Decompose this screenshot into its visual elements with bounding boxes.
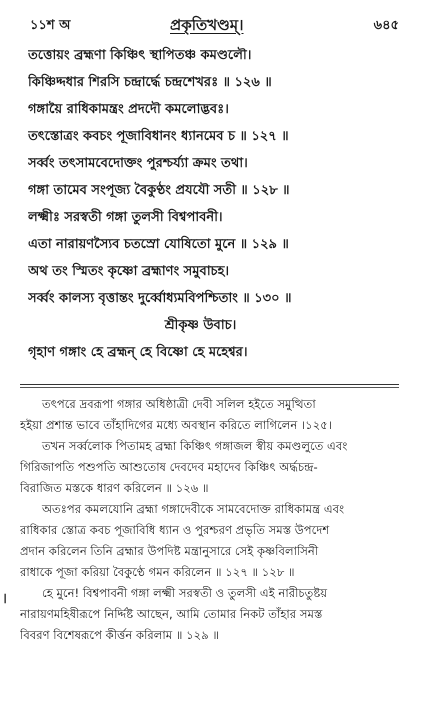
translation-line: হে মুনে! বিশ্বপাবনী গঙ্গা লক্ষ্মী সরস্বতী ও তুলসী এই নারীচতুষ্টয় [42,586,328,600]
chapter-number: ১১শ অ [30,18,71,33]
verse-line: লক্ষ্মীঃ সরস্বতী গঙ্গা তুলসী বিশ্বপাবনী। [28,210,223,225]
speaker-heading: শ্রীকৃষ্ণ উবাচ। [164,318,237,333]
translation-line: হইয়া প্রশান্ত ভাবে তাঁহাদিগের মধ্যে অবস্থান করিতে লাগিলেন ।১২৫। [20,418,332,432]
book-section-title: প্রকৃতিখণ্ডম্। [170,16,244,34]
translation-line: বিবরণ বিশেষরূপে কীর্ত্তন করিলাম ॥ ১২৯ ॥ [20,628,219,642]
verse-line: তত্তোয়ং ব্রহ্মণা কিঞ্চিৎ স্থাপিতঞ্চ কমণ্ডলৌ। [28,48,252,63]
verse-line: কিঞ্চিদ্দধার শিরসি চন্দ্রার্দ্ধে চন্দ্রশেখরঃ ॥ ১২৬ ॥ [28,75,272,90]
verse-line: এতা নারায়ণস্যৈব চতস্রো যোষিতো মুনে ॥ ১২৯ ॥ [28,237,289,252]
translation-line: তখন সর্ব্বলোক পিতামহ ব্রহ্মা কিঞ্চিৎ গঙ্গাজল স্বীয় কমণ্ডলুতে এবং [42,439,348,453]
translation-line: নারায়ণমহিষীরূপে নির্দ্দিষ্ট আছেন, আমি তোমার নিকট তাঁহার সমস্ত [20,607,323,621]
sanskrit-verses [28,42,403,366]
verse-line: অথ তং স্মিতং কৃষ্ণো ব্রহ্মাণং সমুবাচহ। [28,264,230,279]
translation-line: প্রদান করিলেন তিনি ব্রহ্মার উপদিষ্ট মন্ত্রানুসারে সেই কৃষ্ণবিলাসিনী [20,544,319,558]
section-divider [20,384,399,385]
margin-mark: ৷ [4,591,7,607]
bengali-translation [20,394,399,646]
verse-line: গৃহাণ গঙ্গাং হে ব্রহ্মন্ হে বিষ্ণো হে মহেশ্বর। [28,345,248,360]
verse-line: গঙ্গায়ৈ রাধিকামন্ত্রং প্রদদৌ কমলোদ্ভবঃ। [28,102,229,117]
section-divider-thin [20,387,399,388]
page-number: ৬৪৫ [373,18,399,33]
translation-line: রাধাকে পূজা করিয়া বৈকুণ্ঠে গমন করিলেন ॥ ১২৭ ॥ ১২৮ ॥ [20,565,295,579]
translation-line: অতঃপর কমলযোনি ব্রহ্মা গঙ্গাদেবীকে সামবেদোক্ত রাধিকামন্ত্র এবং [42,502,345,516]
verse-line: তৎস্তোত্রং কবচং পূজাবিধানং ধ্যানমেব চ ॥ ১২৭ ॥ [28,129,289,144]
translation-line: তৎপরে দ্রবরূপা গঙ্গার অধিষ্ঠাত্রী দেবী সলিল হইতে সমুত্থিতা [42,397,316,411]
verse-line: গঙ্গা তামেব সংপূজ্য বৈকুণ্ঠং প্রযযৌ সতী ॥ ১২৮ ॥ [28,183,290,198]
translation-line: বিরাজিত মস্তকে ধারণ করিলেন ॥ ১২৬ ॥ [20,481,209,495]
translation-line: গিরিজাপতি পশুপতি আশুতোষ দেবদেব মহাদেব কিঞ্চিৎ অর্দ্ধচন্দ্র- [20,460,318,474]
verse-line: সর্ব্বং তৎসামবেদোক্তং পুরশ্চর্য্যা ক্রমং তথা। [28,156,248,171]
verse-line: সর্ব্বং কালস্য বৃত্তান্তং দুর্ব্বোধ্যমবিপশ্চিতাং ॥ ১৩০ ॥ [28,291,292,306]
translation-line: রাধিকার স্তোত্র কবচ পূজাবিধি ধ্যান ও পুরশ্চরণ প্রভৃতি সমস্ত উপদেশ [20,523,330,537]
page-header [30,16,399,38]
